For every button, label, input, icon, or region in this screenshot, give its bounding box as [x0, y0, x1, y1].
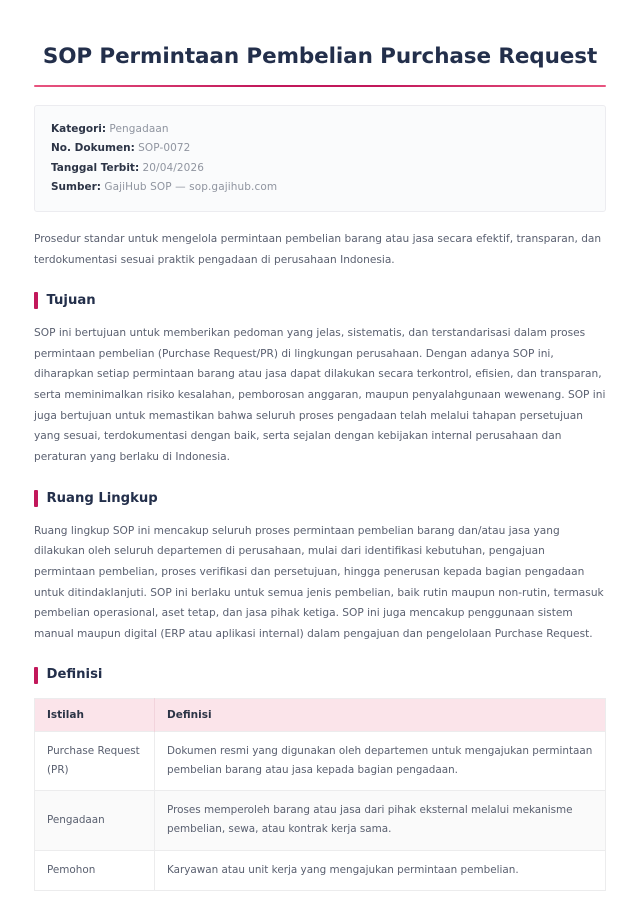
section-body-tujuan: SOP ini bertujuan untuk memberikan pedoman yang jelas, sistematis, dan terstandarisasi dalam proses permintaan pembelian (Purchase Request/PR) di lingkungan perusahaan. Dengan adanya SOP ini, diharapkan setiap permintaan barang atau jasa dapat dilakukan secara terkontrol, efisien, dan transparan, serta meminimalkan risiko kesalahan, pemborosan anggaran, maupun penyalahgunaan wewenang. SOP ini juga bertujuan untuk memastikan bahwa seluruh proses pengadaan telah melalui tahapan persetujuan yang sesuai, terdokumentasi dengan baik, serta sejalan dengan kebijakan internal perusahaan dan peraturan yang berlaku di Indonesia. [34, 327, 606, 463]
table-row [35, 850, 606, 890]
title-block [34, 0, 606, 87]
meta-row-sumber [51, 178, 589, 198]
meta-row-no-dokumen [51, 139, 589, 159]
definisi-table-head [35, 698, 606, 731]
meta-value-kategori: Pengadaan [109, 122, 169, 135]
meta-row-kategori [51, 119, 589, 139]
section-definisi [34, 667, 606, 891]
section-heading-ruang-lingkup [34, 490, 606, 507]
meta-value-no-dokumen: SOP-0072 [138, 142, 191, 155]
accent-bar-icon [34, 292, 38, 309]
table-header-definisi: Definisi [155, 698, 606, 731]
table-row [35, 791, 606, 851]
accent-bar-icon [34, 667, 38, 684]
table-cell-definisi: Dokumen resmi yang digunakan oleh departemen untuk mengajukan permintaan pembelian barang atau jasa kepada bagian pengadaan. [155, 731, 606, 791]
section-title-tujuan: Tujuan [46, 292, 96, 308]
section-title-definisi: Definisi [46, 667, 103, 683]
table-header-istilah: Istilah [35, 698, 155, 731]
section-heading-definisi [34, 667, 606, 684]
table-cell-definisi: Proses memperoleh barang atau jasa dari pihak eksternal melalui mekanisme pembelian, sewa, atau kontrak kerja sama. [155, 791, 606, 851]
definisi-table-body [35, 731, 606, 890]
intro-paragraph: Prosedur standar untuk mengelola permintaan pembelian barang atau jasa secara efektif, transparan, dan terdokumentasi sesuai praktik pengadaan di perusahaan Indonesia. [34, 233, 602, 266]
table-cell-istilah: Pengadaan [35, 791, 155, 851]
table-cell-istilah: Purchase Request (PR) [35, 731, 155, 791]
table-cell-definisi: Karyawan atau unit kerja yang mengajukan permintaan pembelian. [155, 850, 606, 890]
section-heading-tujuan [34, 292, 606, 309]
accent-bar-icon [34, 490, 38, 507]
table-header-row [35, 698, 606, 731]
meta-value-tanggal-terbit: 20/04/2026 [142, 161, 205, 174]
title-divider [34, 85, 606, 88]
table-row [35, 731, 606, 791]
table-cell-istilah: Pemohon [35, 850, 155, 890]
page-title: SOP Permintaan Pembelian Purchase Request [42, 44, 598, 69]
meta-row-tanggal-terbit [51, 158, 589, 178]
meta-value-sumber: GajiHub SOP — sop.gajihub.com [104, 181, 278, 194]
section-body-ruang-lingkup: Ruang lingkup SOP ini mencakup seluruh proses permintaan pembelian barang dan/atau jasa yang dilakukan oleh seluruh departemen di perusahaan, mulai dari identifikasi kebutuhan, pengajuan permintaan pembelian, proses verifikasi dan persetujuan, hingga penerusan kepada bagian pengadaan untuk ditindaklanjuti. SOP ini berlaku untuk semua jenis pembelian, baik rutin maupun non-rutin, termasuk pembelian operasional, aset tetap, dan jasa pihak ketiga. SOP ini juga mencakup penggunaan sistem manual maupun digital (ERP atau aplikasi internal) dalam pengajuan dan pengelolaan Purchase Request. [34, 524, 604, 640]
definisi-table [34, 698, 606, 891]
section-ruang-lingkup [34, 490, 606, 645]
section-title-ruang-lingkup: Ruang Lingkup [46, 490, 158, 506]
meta-label-kategori: Kategori: [51, 122, 107, 135]
document-meta-card [34, 105, 606, 212]
meta-label-no-dokumen: No. Dokumen: [51, 142, 135, 155]
section-tujuan [34, 292, 606, 468]
meta-label-tanggal-terbit: Tanggal Terbit: [51, 161, 140, 174]
meta-label-sumber: Sumber: [51, 181, 101, 194]
